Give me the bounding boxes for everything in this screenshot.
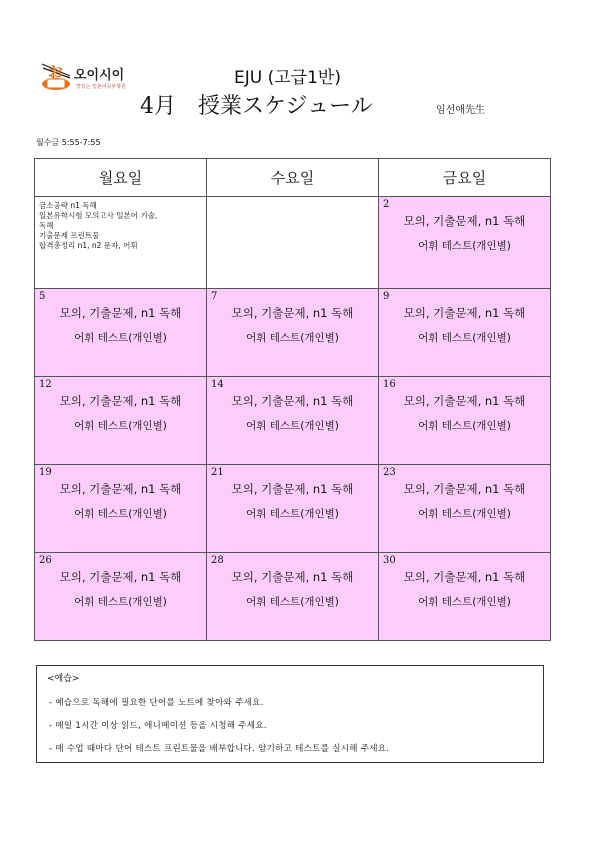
- schedule-cell: [207, 289, 379, 377]
- lesson-content: 모의, 기출문제, n1 독해: [59, 482, 182, 496]
- day-number: 12: [39, 379, 52, 390]
- day-number: 7: [211, 291, 218, 302]
- schedule-cell: [35, 377, 207, 465]
- logo-mark-icon: [40, 60, 72, 92]
- schedule-cell: [379, 465, 551, 553]
- logo-name: 오이시이: [74, 68, 125, 83]
- lesson-content: 모의, 기출문제, n1 독해: [403, 570, 526, 584]
- header-row: [35, 159, 551, 197]
- week-row-5: [35, 553, 551, 641]
- day-number: 5: [39, 291, 46, 302]
- lesson-test: 어휘 테스트(개인별): [246, 596, 339, 608]
- lesson-test: 어휘 테스트(개인별): [74, 420, 167, 432]
- teacher-name: 임선애先生: [436, 105, 485, 116]
- course-note: 기출문제 프린트물: [39, 231, 100, 240]
- lesson-content: 모의, 기출문제, n1 독해: [403, 482, 526, 496]
- header-friday: 금요일: [379, 159, 551, 197]
- lesson-content: 모의, 기출문제, n1 독해: [231, 306, 354, 320]
- day-number: 14: [211, 379, 224, 390]
- schedule-cell: [35, 289, 207, 377]
- lesson-content: 모의, 기출문제, n1 독해: [231, 570, 354, 584]
- class-time: 월수금 5:55-7:55: [36, 138, 101, 147]
- lesson-content: 모의, 기출문제, n1 독해: [59, 570, 182, 584]
- lesson-content: 모의, 기출문제, n1 독해: [59, 306, 182, 320]
- day-number: 23: [383, 467, 396, 478]
- day-number: 2: [383, 199, 390, 210]
- lesson-test: 어휘 테스트(개인별): [418, 508, 511, 520]
- logo: [40, 58, 150, 96]
- lesson-content: 모의, 기출문제, n1 독해: [403, 306, 526, 320]
- lesson-test: 어휘 테스트(개인별): [418, 420, 511, 432]
- lesson-test: 어휘 테스트(개인별): [418, 240, 511, 252]
- schedule-cell: [35, 553, 207, 641]
- lesson-test: 어휘 테스트(개인별): [74, 508, 167, 520]
- preparation-title: <예습>: [47, 674, 80, 684]
- empty-cell: [207, 197, 379, 289]
- schedule-cell: [207, 553, 379, 641]
- lesson-content: 모의, 기출문제, n1 독해: [59, 394, 182, 408]
- course-note: 합격총정리 n1, n2 문자, 어휘: [39, 241, 138, 250]
- lesson-test: 어휘 테스트(개인별): [418, 332, 511, 344]
- header-wednesday: 수요일: [207, 159, 379, 197]
- week-row-2: [35, 289, 551, 377]
- course-note: 일본유학시험 모의고사 일본어 기술,: [39, 211, 158, 220]
- preparation-item: - 매일 1시간 이상 읽드, 애니메이션 등을 시청해 주세요.: [49, 721, 267, 731]
- schedule-cell: [207, 465, 379, 553]
- lesson-content: 모의, 기출문제, n1 독해: [231, 482, 354, 496]
- day-number: 30: [383, 555, 396, 566]
- lesson-test: 어휘 테스트(개인별): [74, 332, 167, 344]
- schedule-cell: [379, 289, 551, 377]
- schedule-cell: [207, 377, 379, 465]
- lesson-content: 모의, 기출문제, n1 독해: [403, 394, 526, 408]
- course-note: 독해: [39, 221, 54, 230]
- logo-tagline: 맛있는 일본어공부학원: [76, 84, 126, 90]
- lesson-test: 어휘 테스트(개인별): [418, 596, 511, 608]
- schedule-cell: [379, 553, 551, 641]
- day-number: 16: [383, 379, 396, 390]
- lesson-test: 어휘 테스트(개인별): [246, 332, 339, 344]
- course-notes-cell: [35, 197, 207, 289]
- lesson-test: 어휘 테스트(개인별): [246, 420, 339, 432]
- week-row-4: [35, 465, 551, 553]
- day-number: 21: [211, 467, 224, 478]
- course-note: 금소공략 n1 독해: [39, 201, 97, 210]
- title-class: EJU (고급1반): [234, 68, 341, 88]
- header-monday: 월요일: [35, 159, 207, 197]
- lesson-content: 모의, 기출문제, n1 독해: [403, 214, 526, 228]
- lesson-test: 어휘 테스트(개인별): [246, 508, 339, 520]
- schedule-cell: [379, 377, 551, 465]
- lesson-test: 어휘 테스트(개인별): [74, 596, 167, 608]
- lesson-content: 모의, 기출문제, n1 독해: [231, 394, 354, 408]
- day-number: 19: [39, 467, 52, 478]
- day-number: 26: [39, 555, 52, 566]
- schedule-cell: [35, 465, 207, 553]
- week-row-3: [35, 377, 551, 465]
- week-row-1: [35, 197, 551, 289]
- schedule-cell: [379, 197, 551, 289]
- schedule-table: [34, 158, 551, 641]
- preparation-item: - 예습으로 독해에 필요한 단어를 노트에 찾아와 주세요.: [49, 698, 264, 708]
- preparation-box: [36, 665, 544, 763]
- day-number: 28: [211, 555, 224, 566]
- day-number: 9: [383, 291, 390, 302]
- logo-mark-char: お: [48, 63, 64, 81]
- title-schedule: 4月 授業スケジュール: [140, 94, 373, 119]
- preparation-item: - 매 수업 때마다 단어 테스트 프린트물을 배부합니다. 암기하고 테스트를 실시해 주세요.: [49, 744, 390, 754]
